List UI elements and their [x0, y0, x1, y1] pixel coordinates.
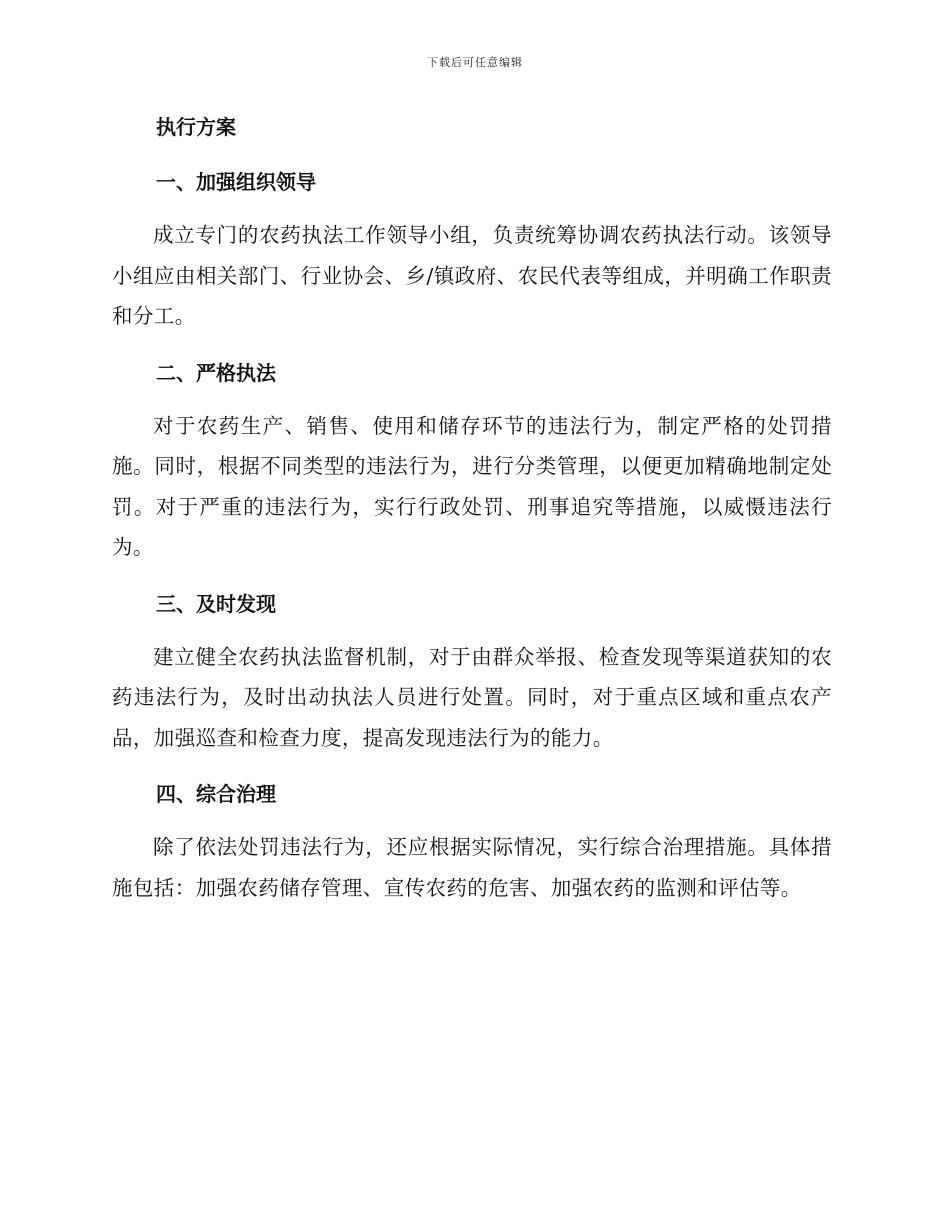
section-heading: 三、及时发现: [156, 591, 276, 616]
section-paragraph: 成立专门的农药执法工作领导小组，负责统筹协调农药执法行动。该领导小组应由相关部门、行业协会、乡/镇政府、农民代表等组成，并明确工作职责和分工。: [112, 223, 832, 328]
page-header: 下载后可任意编辑: [427, 56, 523, 69]
section-strict-enforcement: [112, 354, 832, 568]
section-timely-detection: [112, 585, 832, 759]
section-paragraph: 对于农药生产、销售、使用和储存环节的违法行为，制定严格的处罚措施。同时，根据不同类型的违法行为，进行分类管理，以便更加精确地制定处罚。对于严重的违法行为，实行行政处罚、刑事追究等措施，以威慑违法行为。: [112, 413, 832, 559]
section-heading: 二、严格执法: [156, 360, 276, 385]
section-organization-leadership: [112, 163, 832, 337]
document-title: 执行方案: [156, 115, 236, 139]
section-heading: 四、综合治理: [156, 782, 276, 806]
document-body: [112, 108, 832, 925]
section-paragraph: 建立健全农药执法监督机制，对于由群众举报、检查发现等渠道获知的农药违法行为，及时出动执法人员进行处置。同时，对于重点区域和重点农产品，加强巡查和检查力度，提高发现违法行为的能力。: [112, 644, 832, 750]
section-heading: 一、加强组织领导: [156, 170, 316, 194]
section-comprehensive-governance: [112, 775, 832, 908]
section-paragraph: 除了依法处罚违法行为，还应根据实际情况，实行综合治理措施。具体措施包括：加强农药储存管理、宣传农药的危害、加强农药的监测和评估等。: [112, 835, 832, 900]
